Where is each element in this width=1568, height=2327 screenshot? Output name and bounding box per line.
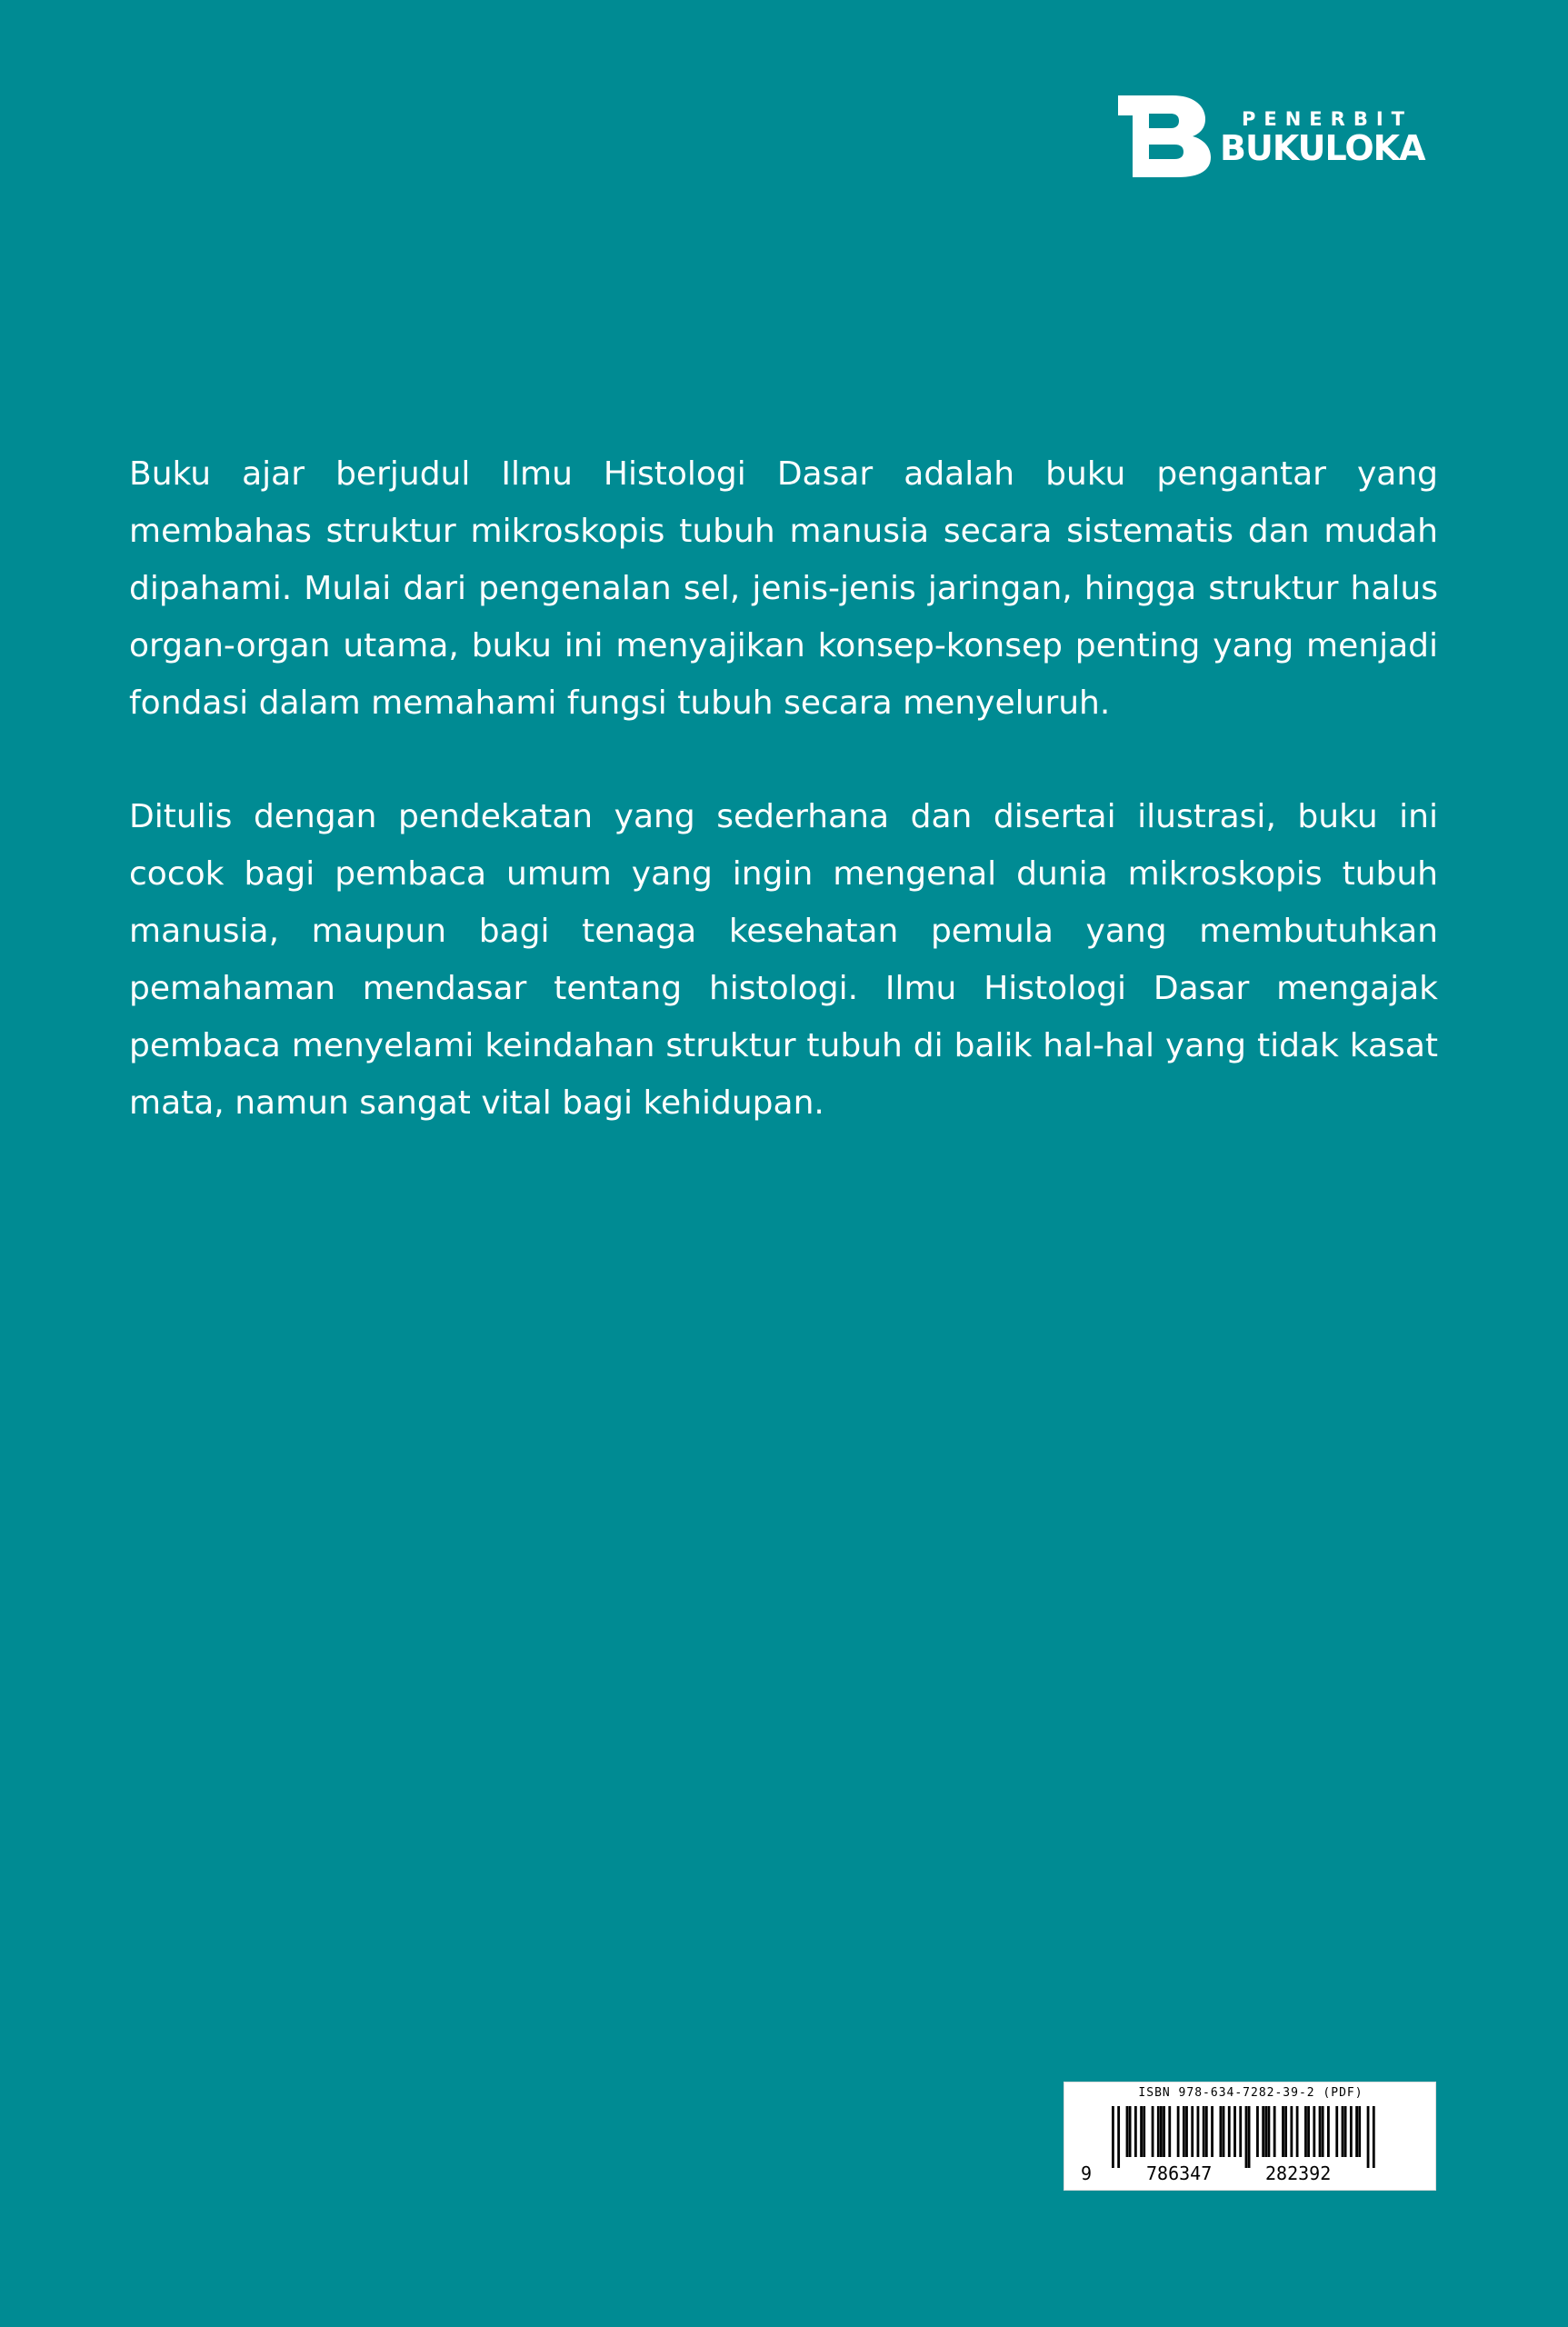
barcode-bar [1355, 2106, 1358, 2157]
barcode-bar [1342, 2106, 1344, 2157]
barcode-bar [1228, 2106, 1231, 2157]
barcode-bar [1140, 2106, 1143, 2157]
barcode-bar [1273, 2106, 1276, 2157]
barcode-bar [1304, 2106, 1307, 2157]
barcode-bar [1248, 2106, 1251, 2168]
barcode-bar [1373, 2106, 1375, 2168]
barcode-bar [1211, 2106, 1213, 2157]
barcode-bar [1327, 2106, 1330, 2157]
book-blurb [129, 445, 1438, 1188]
barcode-bars [1112, 2106, 1375, 2168]
barcode-bar [1129, 2106, 1132, 2157]
barcode-bar [1282, 2106, 1284, 2157]
barcode-bar [1284, 2106, 1287, 2157]
barcode-bar [1126, 2106, 1129, 2157]
barcode-bar [1157, 2106, 1160, 2157]
barcode-bar [1262, 2106, 1264, 2157]
barcode-bar [1256, 2106, 1259, 2157]
barcode-left-digits: 786347 [1146, 2162, 1213, 2184]
isbn-barcode [1064, 2082, 1436, 2191]
barcode-bar [1168, 2106, 1171, 2157]
barcode-bar [1307, 2106, 1310, 2157]
barcode-bar [1313, 2106, 1315, 2157]
barcode-bar [1322, 2106, 1324, 2157]
barcode-bar [1335, 2106, 1338, 2157]
barcode-bar [1350, 2106, 1353, 2157]
barcode-bar [1117, 2106, 1120, 2168]
barcode-bar [1197, 2106, 1200, 2157]
blurb-paragraph-2: Ditulis dengan pendekatan yang sederhana dan disertai ilustrasi, buku ini cocok bagi pembaca umum yang ingin mengenal dunia mikroskopis tubuh manusia, maupun bagi tenaga kesehatan pemula yang membutuhkan pemahaman mendasar tentang histologi. Ilmu Histologi Dasar mengajak pembaca menyelami keindahan struktur tubuh di balik hal-hal yang tidak kasat mata, namun sangat vital bagi kehidupan. [129, 798, 1438, 1122]
barcode-bar [1177, 2106, 1180, 2157]
publisher-logo [1118, 95, 1438, 177]
barcode-bar [1219, 2106, 1222, 2157]
barcode-bar [1183, 2106, 1185, 2157]
isbn-label: ISBN 978-634-7282-39-2 (PDF) [1138, 2086, 1363, 2100]
barcode-bar [1143, 2106, 1145, 2157]
blurb-paragraph-1: Buku ajar berjudul Ilmu Histologi Dasar adalah buku pengantar yang membahas struktur mikroskopis tubuh manusia secara sistematis dan mudah dipahami. Mulai dari pengenalan sel, jenis-jenis jaringan, hingga struktur halus organ-organ utama, buku ini menyajikan konsep-konsep penting yang menjadi fondasi dalam memahami fungsi tubuh secara menyeluruh. [129, 455, 1438, 722]
barcode-bar [1205, 2106, 1208, 2157]
barcode-bar [1245, 2106, 1248, 2168]
barcode-bar [1319, 2106, 1322, 2157]
barcode-bar [1112, 2106, 1114, 2168]
barcode-bar [1264, 2106, 1267, 2157]
barcode-right-digits: 282392 [1265, 2162, 1332, 2184]
barcode-bar [1233, 2106, 1236, 2157]
barcode-bar [1152, 2106, 1154, 2157]
barcode-lead-digit: 9 [1081, 2162, 1093, 2184]
barcode-bar [1290, 2106, 1293, 2157]
barcode-bar [1367, 2106, 1370, 2168]
barcode-bar [1191, 2106, 1193, 2157]
barcode-bar [1134, 2106, 1137, 2157]
publisher-name: BUKULOKA [1220, 128, 1425, 168]
publisher-label-top: PENERBIT [1242, 108, 1413, 130]
barcode-bar [1296, 2106, 1299, 2157]
letter-b-logo-icon [1118, 95, 1213, 177]
barcode-bar [1239, 2106, 1242, 2157]
barcode-bar [1203, 2106, 1205, 2157]
barcode-bar [1223, 2106, 1225, 2157]
barcode-bar [1163, 2106, 1165, 2157]
barcode-bar [1344, 2106, 1347, 2157]
barcode-bar [1185, 2106, 1188, 2157]
barcode-bar [1268, 2106, 1271, 2157]
barcode-bar [1358, 2106, 1361, 2157]
barcode-bar [1160, 2106, 1163, 2157]
